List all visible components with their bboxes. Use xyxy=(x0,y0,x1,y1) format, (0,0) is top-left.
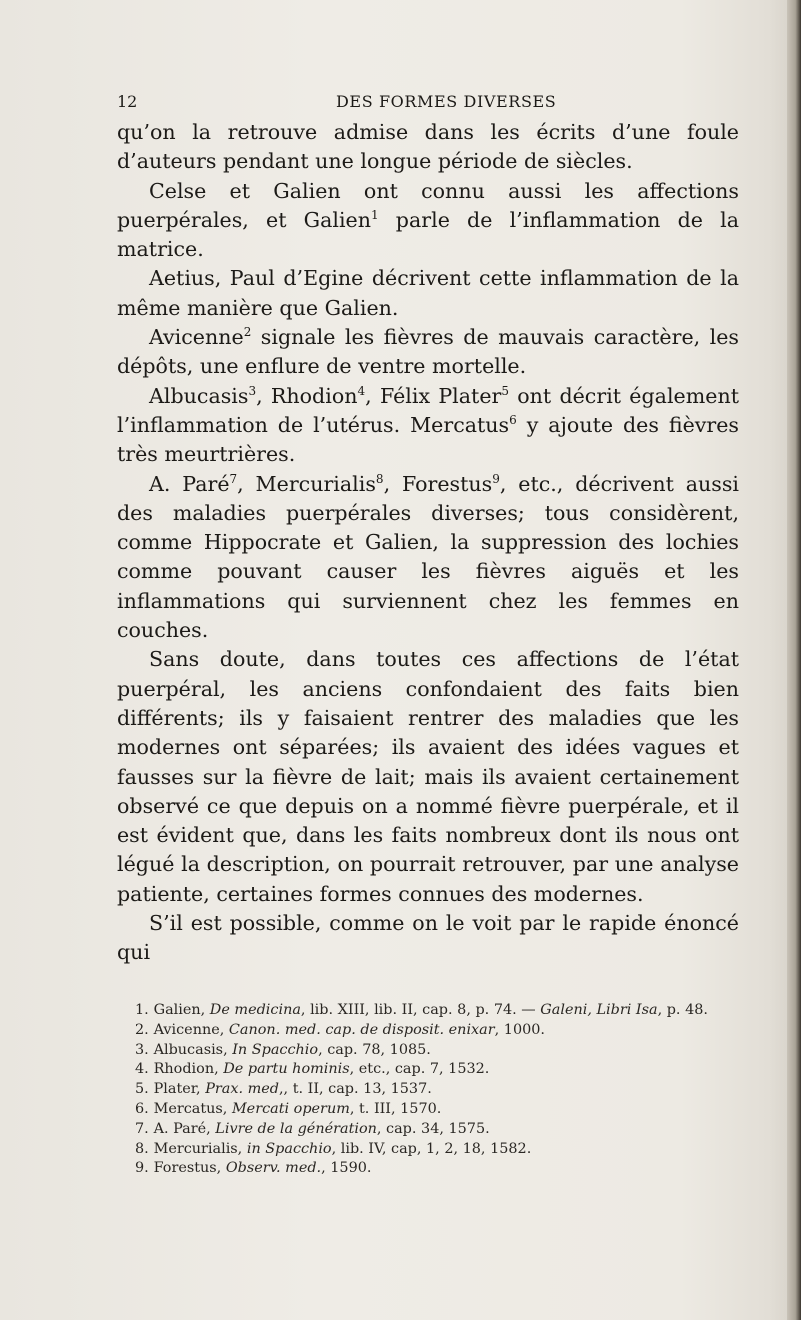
paragraph: Sans doute, dans toutes ces affections de l’état puerpéral, les anciens confondaient des faits bien différents; ils y faisaient rentrer des maladies que les modernes ont séparées; ils avaient des idées vagues et fausses sur la fièvre de lait; mais ils avaient certainement observé ce que depuis on a nommé fièvre puerpérale, et il est évident que, dans les faits nombreux dont ils nous ont légué la description, on pourrait retrouver, par une analyse patiente, certaines formes connues des modernes. xyxy=(117,647,739,906)
footnote-work-title: Livre de la génération xyxy=(215,1120,377,1137)
footnote-text: Avicenne, xyxy=(153,1021,229,1038)
main-text xyxy=(117,118,739,968)
footnote-reference: 9 xyxy=(492,471,500,486)
footnote-text: , 1590. xyxy=(321,1160,372,1177)
footnotes xyxy=(117,1001,739,1179)
footnote-number: 4. xyxy=(135,1061,149,1078)
footnote-work-title: De medicina xyxy=(209,1002,301,1018)
footnote-work-title: in Spacchio xyxy=(246,1140,332,1157)
footnote-work-title: In Spacchio xyxy=(232,1041,319,1058)
footnote-text: Plater, xyxy=(153,1081,206,1098)
page-header xyxy=(117,92,737,116)
footnote-reference: 7 xyxy=(229,471,238,486)
footnote-text: ,, t. II, cap. 13, 1537. xyxy=(278,1081,432,1098)
paragraph xyxy=(117,382,739,470)
footnote-text: , t. III, 1570. xyxy=(349,1100,442,1117)
footnote-number: 6. xyxy=(135,1100,149,1117)
paragraph-text: , Forestus xyxy=(383,471,493,496)
paragraph: Aetius, Paul d’Egine décrivent cette inflammation de la même manière que Galien. xyxy=(117,266,739,320)
paragraph-text: Celse et Galien ont connu aussi les affections puerpérales, et Galien xyxy=(117,178,739,232)
footnote-text: , cap. 78, 1085. xyxy=(318,1041,431,1058)
footnote-number: 8. xyxy=(135,1140,149,1157)
footnote-text: , 1000. xyxy=(494,1021,545,1038)
footnote xyxy=(117,1060,739,1080)
footnote-work-title: Mercati operum xyxy=(231,1100,350,1117)
footnote-text: Forestus, xyxy=(153,1160,226,1177)
footnote-text: , p. 48. xyxy=(657,1002,708,1018)
footnote-text: , cap. 34, 1575. xyxy=(376,1120,490,1137)
running-title: DES FORMES DIVERSES xyxy=(336,92,557,111)
paragraph xyxy=(117,470,739,646)
footnote-number: 7. xyxy=(135,1120,149,1137)
footnote-work-title: Observ. med. xyxy=(225,1160,322,1177)
paragraph-text: Avicenne xyxy=(149,325,244,350)
footnote-reference: 3 xyxy=(248,383,257,398)
footnote-number: 3. xyxy=(135,1041,149,1058)
page-binding-edge xyxy=(787,0,801,1320)
footnote xyxy=(117,1041,739,1061)
footnote-text: , lib. IV, cap, 1, 2, 18, 1582. xyxy=(331,1140,532,1157)
paragraph-text: , etc., décrivent aussi des maladies puerpérales diverses; tous considèrent, comme Hippocrate et Galien, la suppression des lochies comme pouvant causer les fièvres aiguës et les inflammations qui surviennent chez les femmes en couches. xyxy=(117,471,739,643)
footnote-reference: 1 xyxy=(371,207,379,222)
footnote-work-title: De partu hominis xyxy=(223,1061,350,1078)
footnote-number: 9. xyxy=(135,1160,149,1177)
page-number: 12 xyxy=(117,92,138,111)
paragraph-text: , Rhodion xyxy=(256,383,358,408)
footnote-number: 1. xyxy=(135,1002,149,1018)
footnote xyxy=(117,1021,739,1041)
footnote-text: Mercurialis, xyxy=(153,1140,247,1157)
footnote-text: , etc., cap. 7, 1532. xyxy=(349,1061,490,1078)
footnote-text: Rhodion, xyxy=(153,1061,224,1078)
paragraph: qu’on la retrouve admise dans les écrits d’une foule d’auteurs pendant une longue période de siècles. xyxy=(117,120,739,174)
paragraph-text: signale les fièvres de mauvais caractère, les dépôts, une enflure de ventre mortelle. xyxy=(117,325,739,379)
footnote-reference: 5 xyxy=(501,383,509,398)
footnote-text: Mercatus, xyxy=(153,1100,232,1117)
paragraph-text: y ajoute des fièvres très meurtrières. xyxy=(117,412,739,467)
paragraph xyxy=(117,323,739,382)
footnote xyxy=(117,1159,739,1179)
footnote xyxy=(117,1001,739,1021)
paragraph xyxy=(117,177,739,265)
paragraph-text: , Mercurialis xyxy=(237,471,376,496)
paragraph-text: Albucasis xyxy=(149,383,249,408)
footnote xyxy=(117,1140,739,1160)
paragraph-text: , Félix Plater xyxy=(365,383,502,408)
footnote-text: Galien, xyxy=(153,1002,210,1018)
footnote-work-title: Prax. med xyxy=(205,1081,279,1098)
footnote-text: , lib. XIII, lib. II, cap. 8, p. 74. — xyxy=(300,1002,541,1018)
paragraph-text: parle de l’inflammation de la matrice. xyxy=(117,207,739,262)
footnote-reference: 2 xyxy=(243,325,252,340)
footnote-reference: 8 xyxy=(375,471,384,486)
footnote-text: A. Paré, xyxy=(153,1120,216,1137)
footnote xyxy=(117,1120,739,1140)
footnote xyxy=(117,1080,739,1100)
footnote xyxy=(117,1100,739,1120)
footnote-work-title: Galeni, Libri Isa xyxy=(540,1002,658,1018)
footnote-reference: 4 xyxy=(357,383,366,398)
paragraph: S’il est possible, comme on le voit par le rapide énoncé qui xyxy=(117,911,739,965)
footnote-text: Albucasis, xyxy=(153,1041,233,1058)
footnote-reference: 6 xyxy=(509,412,517,427)
footnote-work-title: Canon. med. cap. de disposit. enixar xyxy=(228,1021,495,1038)
footnote-number: 2. xyxy=(135,1021,149,1038)
paragraph-text: A. Paré xyxy=(149,471,230,496)
footnote-number: 5. xyxy=(135,1081,149,1098)
paragraph-text: ont décrit également l’inflammation de l’utérus. Mercatus xyxy=(117,383,739,437)
